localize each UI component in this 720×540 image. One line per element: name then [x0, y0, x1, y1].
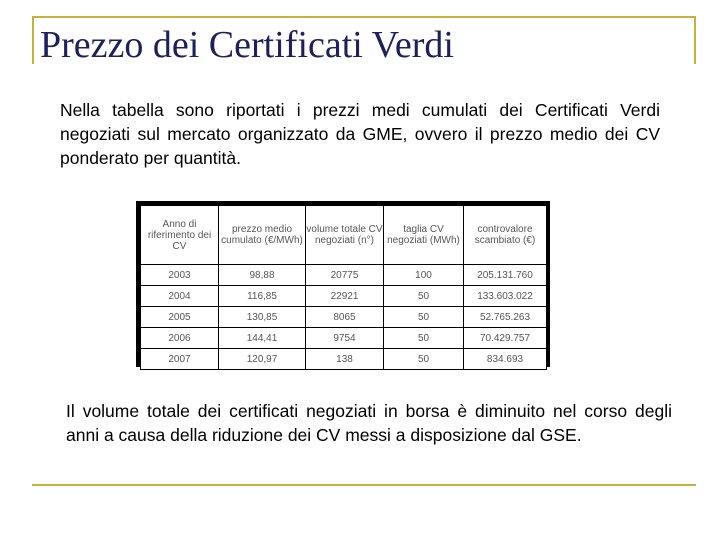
header-year: Anno di riferimento dei CV	[141, 206, 219, 265]
table-cell: 50	[384, 328, 464, 349]
table-row	[141, 328, 547, 349]
table-cell: 2004	[141, 286, 219, 307]
table-cell: 144,41	[219, 328, 306, 349]
table-cell: 133.603.022	[464, 286, 547, 307]
left-border-line	[32, 16, 34, 64]
table-row	[141, 286, 547, 307]
table-cell: 2003	[141, 265, 219, 286]
top-border-line	[32, 16, 696, 18]
header-volume: volume totale CV negoziati (n°)	[306, 206, 384, 265]
table-header-row	[141, 206, 547, 265]
table-cell: 834.693	[464, 349, 547, 370]
header-value: controvalore scambiato (€)	[464, 206, 547, 265]
table-cell: 2006	[141, 328, 219, 349]
table-cell: 20775	[306, 265, 384, 286]
table-cell: 8065	[306, 307, 384, 328]
table-cell: 2007	[141, 349, 219, 370]
slide-title: Prezzo dei Certificati Verdi	[40, 24, 454, 66]
conclusion-paragraph: Il volume totale dei certificati negoziati in borsa è diminuito nel corso degli anni a causa della riduzione dei CV messi a disposizione dal GSE.	[66, 401, 672, 445]
right-border-line	[694, 16, 696, 64]
table-cell: 50	[384, 286, 464, 307]
table-cell: 22921	[306, 286, 384, 307]
table-cell: 70.429.757	[464, 328, 547, 349]
table-cell: 98,88	[219, 265, 306, 286]
table-row	[141, 265, 547, 286]
header-size: taglia CV negoziati (MWh)	[384, 206, 464, 265]
header-avg-price: prezzo medio cumulato (€/MWh)	[219, 206, 306, 265]
price-table-frame	[136, 201, 550, 367]
table-cell: 116,85	[219, 286, 306, 307]
table-cell: 9754	[306, 328, 384, 349]
price-table	[140, 205, 547, 370]
table-cell: 120,97	[219, 349, 306, 370]
intro-paragraph: Nella tabella sono riportati i prezzi medi cumulati dei Certificati Verdi negoziati sul mercato organizzato da GME, ovvero il prezzo medio dei CV ponderato per quantità.	[60, 100, 660, 168]
table-cell: 130,85	[219, 307, 306, 328]
table-cell: 138	[306, 349, 384, 370]
table-cell: 100	[384, 265, 464, 286]
table-row	[141, 307, 547, 328]
table-row	[141, 349, 547, 370]
table-cell: 50	[384, 307, 464, 328]
bottom-border-line	[32, 484, 696, 486]
table-cell: 205.131.760	[464, 265, 547, 286]
table-cell: 50	[384, 349, 464, 370]
table-cell: 2005	[141, 307, 219, 328]
table-cell: 52.765.263	[464, 307, 547, 328]
